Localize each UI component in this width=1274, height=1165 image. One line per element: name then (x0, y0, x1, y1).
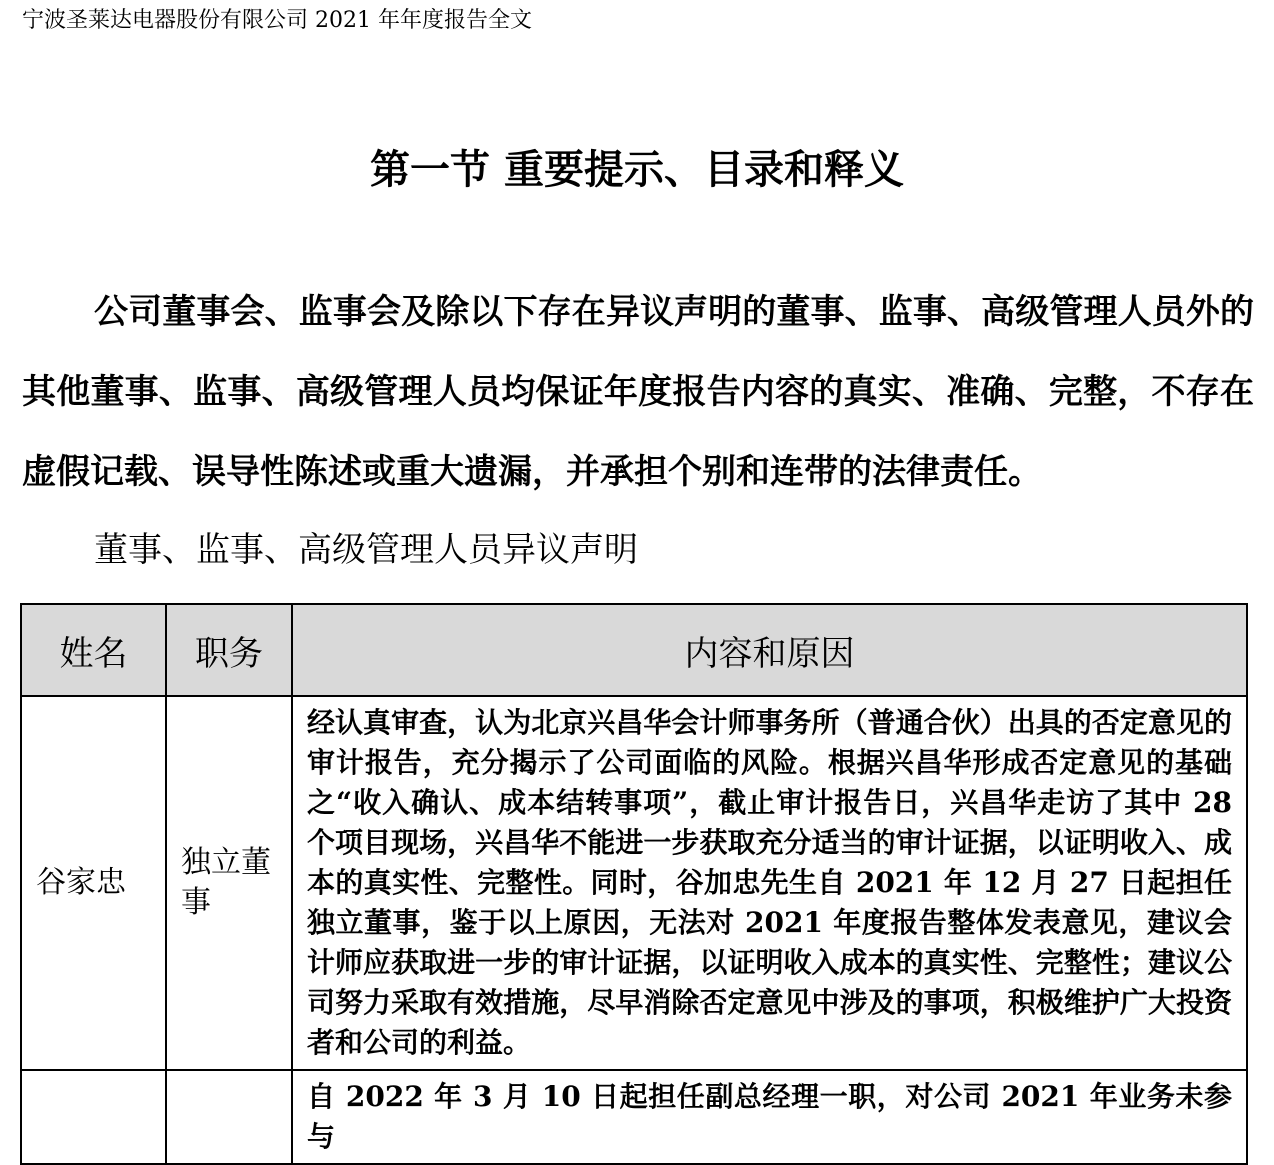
dissent-reason: 自 2022 年 3 月 10 日起担任副总经理一职，对公司 2021 年业务未参与 (292, 1070, 1247, 1164)
director-title: 独立董事 (166, 696, 292, 1070)
director-title (166, 1070, 292, 1164)
table-row (21, 1070, 1247, 1164)
dissent-heading: 董事、监事、高级管理人员异议声明 (94, 530, 638, 570)
section-title: 第一节 重要提示、目录和释义 (370, 146, 904, 193)
director-name (21, 1070, 166, 1164)
responsibility-statement: 公司董事会、监事会及除以下存在异议声明的董事、监事、高级管理人员外的其他董事、监事、高级管理人员均保证年度报告内容的真实、准确、完整，不存在虚假记载、误导性陈述或重大遗漏，并承担个别和连带的法律责任。 (22, 292, 1254, 492)
column-header-name: 姓名 (21, 604, 166, 696)
director-name: 谷家忠 (21, 696, 166, 1070)
table-row (21, 696, 1247, 1070)
running-header: 宁波圣莱达电器股份有限公司 2021 年年度报告全文 (22, 8, 532, 33)
column-header-title: 职务 (166, 604, 292, 696)
column-header-reason: 内容和原因 (292, 604, 1247, 696)
dissent-table (20, 603, 1248, 1165)
dissent-reason: 经认真审查，认为北京兴昌华会计师事务所（普通合伙）出具的否定意见的审计报告，充分揭示了公司面临的风险。根据兴昌华形成否定意见的基础之“收入确认、成本结转事项”，截止审计报告日，兴昌华走访了其中 28 个项目现场，兴昌华不能进一步获取充分适当的审计证据，以证明收入、成本的真实性、完整性。同时，谷加忠先生自 2021 年 12 月 27 日起担任独立董事，鉴于以上原因，无法对 2021 年度报告整体发表意见，建议会计师应获取进一步的审计证据，以证明收入成本的真实性、完整性；建议公司努力采取有效措施，尽早消除否定意见中涉及的事项，积极维护广大投资者和公司的利益。 (292, 696, 1247, 1070)
table-header-row (21, 604, 1247, 696)
